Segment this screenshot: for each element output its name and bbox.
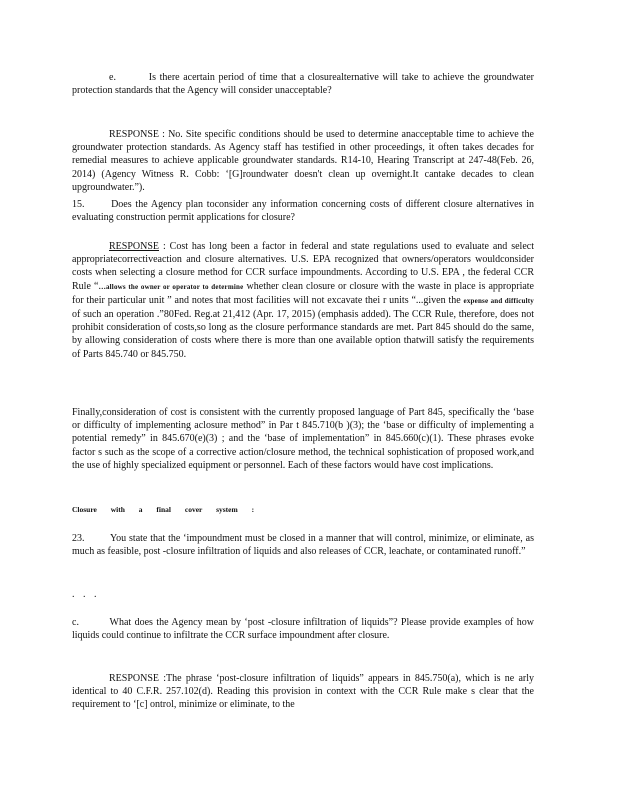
question-e — [72, 71, 534, 97]
response-15-emphasis-2: expense and difficulty — [463, 296, 534, 305]
response-15 — [72, 240, 534, 361]
response-15-emphasis-1: allows the owner or operator to determine — [105, 282, 244, 291]
response-e-text: : No. Site specific conditions should be used to determine anacceptable time to achieve the groundwater protection standards. As Agency staff has testified in other proceedings, it often takes decades for remedial measures to achieve applicable groundwater standards. R14-10, Hearing Transcript at 247-48(Feb. 26, 2014) (Agency Witness R. Cobb: ‘[G]roundwater doesn't clean up overnight.It cantake decades to clean upgroundwater.”). — [72, 129, 534, 193]
response-15-part2: whether clean closure or closure with the waste in place is appropriate for their particular unit ” and notes that most facilities will not excavate thei r units “...given the — [72, 280, 534, 306]
response-label-c: RESPONSE — [109, 673, 160, 684]
ellipsis: . . . — [72, 589, 100, 600]
item-label-c: c. — [72, 617, 79, 628]
response-15-part3: of such an operation .”80Fed. Reg.at 21,412 (Apr. 17, 2015) (emphasis added). The CCR Rule, therefore, does not prohibit consideration of costs,so long as the closure performance standards are met. Part 845 should do the same, by allowing consideration of costs where there is more than one available option thatwill satisfy the requirements of Parts 845.740 or 845.750. — [72, 309, 534, 360]
question-e-text: Is there acertain period of time that a closurealternative will take to achieve the groundwater protection standards that the Agency will consider unacceptable? — [72, 72, 534, 97]
question-15-number: 15. — [72, 199, 85, 210]
item-label-e: e. — [109, 72, 116, 83]
response-e — [72, 128, 534, 194]
question-15-text: Does the Agency plan toconsider any information concerning costs of different closure alternatives in evaluating construction permit applications for closure? — [72, 199, 534, 224]
response-15-part1: : Cost has long been a factor in federal and state regulations used to evaluate and select appropriatecorrectiveaction and closure alternatives. U.S. EPA recognized that owners/operators wouldconsider costs when selecting a closure method for CCR surface impoundments. According to U.S. EPA , the federal CCR Rule “... — [72, 241, 534, 292]
response-c — [72, 672, 534, 712]
section-heading: Closure with a final cover system : — [72, 505, 255, 514]
response-c-text: :The phrase ‘post-closure infiltration of liquids” appears in 845.750(a), which is ne arly identical to 40 C.F.R. 257.102(d). Reading this provision in context with the CCR Rule make s clear that the requirement to ‘[c] ontrol, minimize or eliminate, to the — [72, 673, 535, 711]
response-label-15: RESPONSE — [109, 241, 160, 252]
question-23 — [72, 532, 534, 558]
question-c-text: What does the Agency mean by ‘post -closure infiltration of liquids”? Please provide examples of how liquids could continue to infiltrate the CCR surface impoundment after closure. — [72, 617, 534, 642]
question-23-number: 23. — [72, 533, 85, 544]
question-23-text: You state that the ‘impoundment must be closed in a manner that will control, minimize, or eliminate, as much as feasible, post -closure infiltration of liquids and also releases of CCR, leachate, or contaminated runoff.” — [72, 533, 534, 558]
question-c — [72, 616, 534, 642]
response-label-e: RESPONSE — [109, 129, 160, 140]
question-15 — [72, 198, 534, 224]
finally-paragraph: Finally,consideration of cost is consistent with the currently proposed language of Part 845, specifically the ‘base or difficulty of implementing aclosure method” in Par t 845.710(b )(3); the ‘base or difficulty of implementing a potential remedy” in 845.670(e)(3) ; and the ‘base of implementation” in 845.660(c)(1). These phrases evoke factor s such as the scope of a corrective action/closure method, the technical sophistication of proposed work,and the use of highly specialized equipment or personnel. Each of these factors would have cost implications. — [72, 407, 534, 471]
